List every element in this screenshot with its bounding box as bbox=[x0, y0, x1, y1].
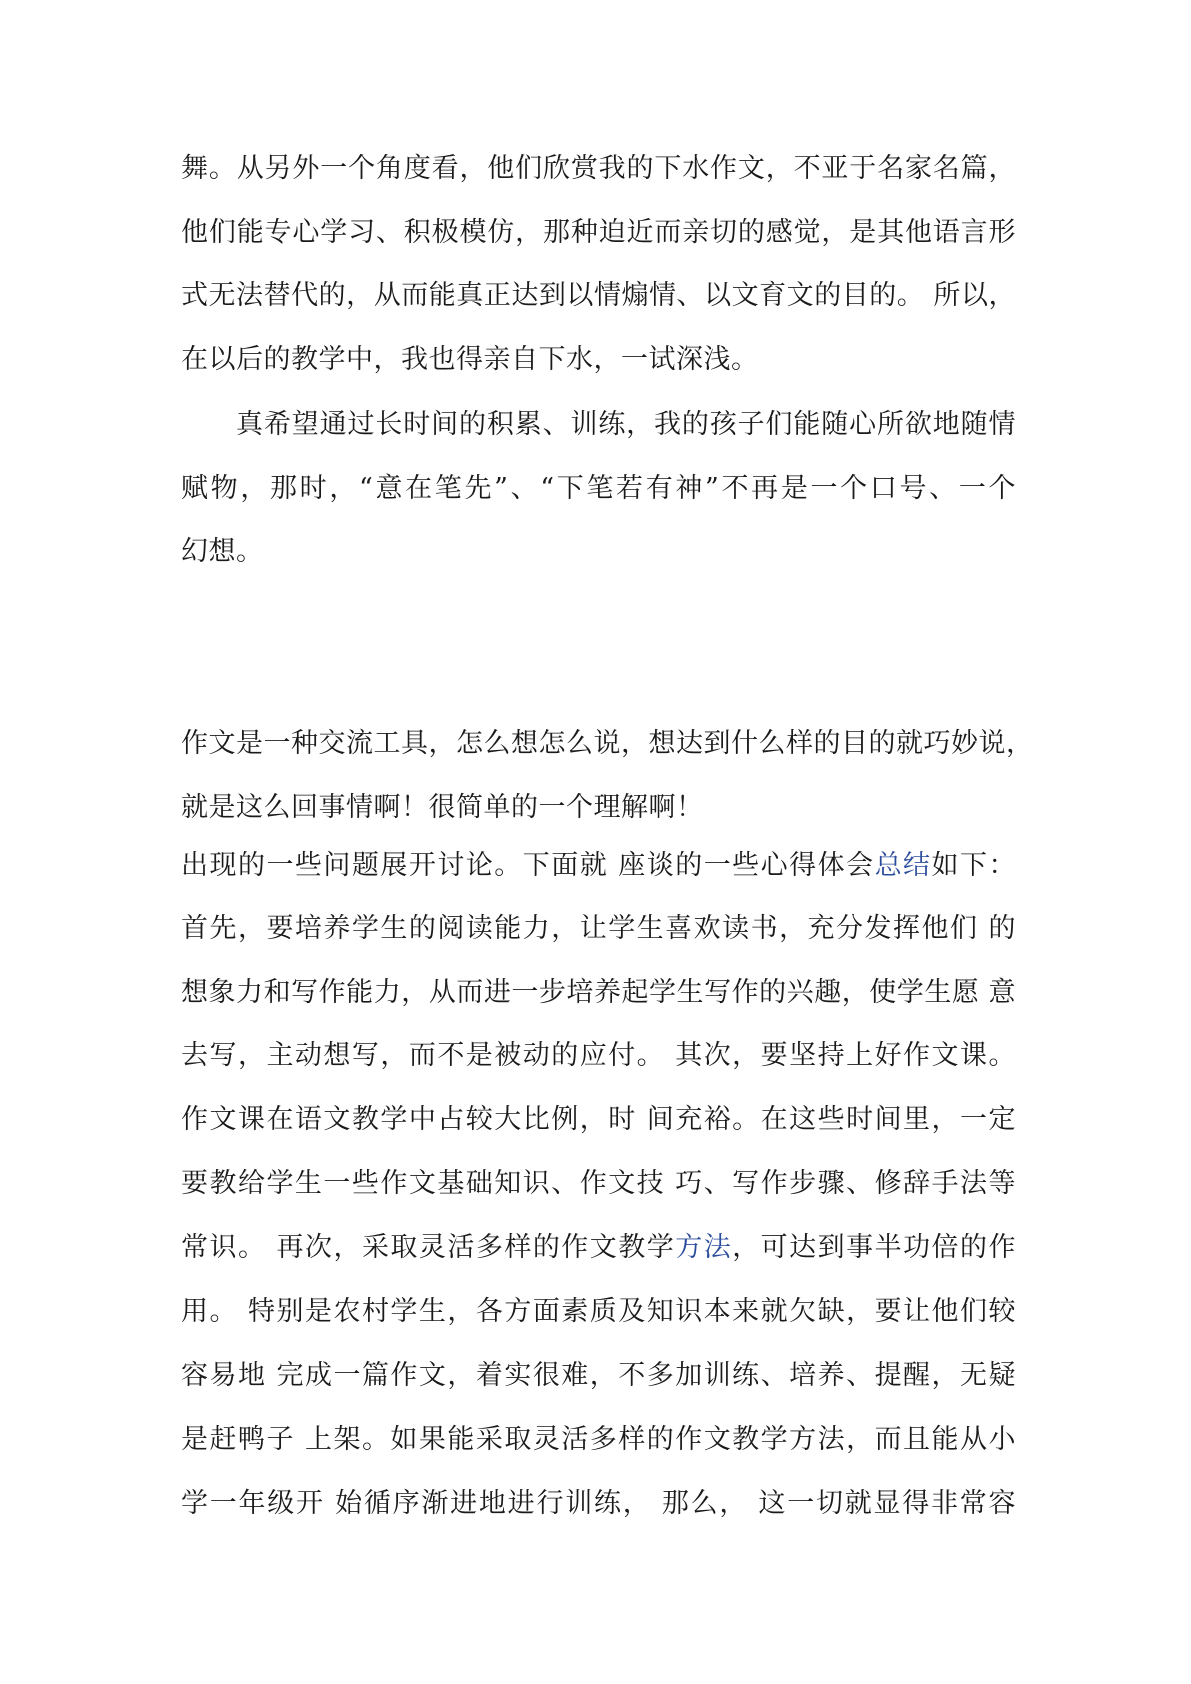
paragraph-3-line-2: 就是这么回事情啊！很简单的一个理解啊！ bbox=[181, 792, 704, 823]
paragraph-4-line-1 bbox=[181, 844, 1016, 888]
paragraph-1-line-4: 在以后的教学中，我也得亲自下水，一试深浅。 bbox=[181, 344, 759, 375]
paragraph-4-line-8: 用。 特别是农村学生，各方面素质及知识本来就欠缺，要让他们较 bbox=[181, 1296, 1016, 1327]
paragraph-4-line-2: 首先，要培养学生的阅读能力，让学生喜欢读书，充分发挥他们 的 bbox=[181, 913, 1016, 944]
paragraph-4-line-1-tail: 如下： bbox=[931, 850, 1017, 881]
paragraph-4-line-7 bbox=[181, 1226, 1016, 1270]
paragraph-4-line-10: 是赶鸭子 上架。如果能采取灵活多样的作文教学方法，而且能从小 bbox=[181, 1424, 1016, 1455]
paragraph-4-line-7-tail: ，可达到事半功倍的作 bbox=[732, 1232, 1017, 1263]
paragraph-2-line-2: 赋物，那时，“意在笔先”、“下笔若有神”不再是一个口号、一个 bbox=[181, 473, 1016, 504]
paragraph-2-line-1: 真希望通过长时间的积累、训练，我的孩子们能随心所欲地随情 bbox=[236, 409, 1016, 440]
paragraph-4-line-11: 学一年级开 始循序渐进地进行训练， 那么， 这一切就显得非常容 bbox=[181, 1488, 1016, 1519]
paragraph-4-line-7-text: 常识。 再次，采取灵活多样的作文教学 bbox=[181, 1232, 676, 1263]
paragraph-1-line-1: 舞。从另外一个角度看，他们欣赏我的下水作文，不亚于名家名篇， bbox=[181, 153, 1016, 184]
paragraph-4-line-1-text: 出现的一些问题展开讨论。下面就 座谈的一些心得体会 bbox=[181, 850, 875, 881]
summary-link[interactable]: 总结 bbox=[874, 850, 932, 881]
paragraph-4-line-9: 容易地 完成一篇作文，着实很难，不多加训练、培养、提醒，无疑 bbox=[181, 1360, 1016, 1391]
paragraph-2-line-3: 幻想。 bbox=[181, 536, 264, 567]
paragraph-4-line-5: 作文课在语文教学中占较大比例，时 间充裕。在这些时间里，一定 bbox=[181, 1104, 1016, 1135]
paragraph-1-line-3: 式无法替代的，从而能真正达到以情煽情、以文育文的目的。 所以， bbox=[181, 280, 1016, 311]
paragraph-4-line-6: 要教给学生一些作文基础知识、作文技 巧、写作步骤、修辞手法等 bbox=[181, 1168, 1016, 1199]
paragraph-3-line-1: 作文是一种交流工具，怎么想怎么说，想达到什么样的目的就巧妙说， bbox=[181, 728, 1034, 759]
paragraph-4-line-3: 想象力和写作能力，从而进一步培养起学生写作的兴趣，使学生愿 意 bbox=[181, 977, 1016, 1008]
paragraph-1-line-2: 他们能专心学习、积极模仿，那种迫近而亲切的感觉，是其他语言形 bbox=[181, 217, 1016, 248]
method-link[interactable]: 方法 bbox=[675, 1232, 733, 1263]
paragraph-4-line-4: 去写，主动想写，而不是被动的应付。 其次，要坚持上好作文课。 bbox=[181, 1040, 1016, 1071]
